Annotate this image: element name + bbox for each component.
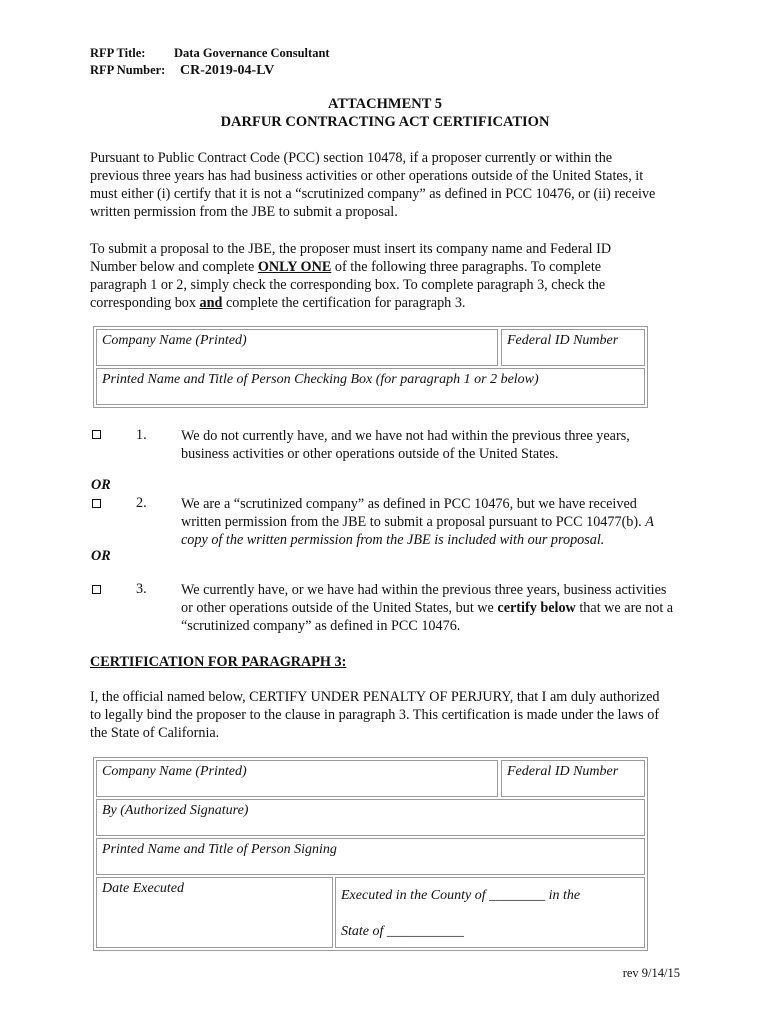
intro-p2-and: and	[199, 295, 223, 311]
option-1-checkbox[interactable]	[92, 430, 101, 439]
revision-label: rev 9/14/15	[622, 966, 680, 980]
option-2-text	[181, 495, 676, 549]
date-executed-label: Date Executed	[102, 881, 185, 896]
rfp-title-value: Data Governance Consultant	[174, 46, 330, 60]
rfp-number-label: RFP Number:	[90, 63, 166, 77]
rfp-number-value: CR-2019-04-LV	[180, 63, 275, 78]
rfp-title-line	[90, 46, 330, 61]
intro-p2-text-3: complete the certification for paragraph 3.	[222, 295, 466, 311]
or-label-1: OR	[91, 477, 111, 493]
federal-id-field[interactable]	[501, 329, 645, 366]
intro-p2-only-one: ONLY ONE	[257, 259, 332, 275]
date-executed-field[interactable]	[96, 877, 333, 948]
intro-paragraph-1: Pursuant to Public Contract Code (PCC) section 10478, if a proposer currently or within the previous three years has had business activities or other operations outside of the United States, it must either (i) certify that it is not a “scrutinized company” as defined in PCC 10476, or (ii) receive written permission from the JBE to submit a proposal.	[90, 150, 656, 220]
intro-p2-text-2: of the following three paragraphs. To complete paragraph 1 or 2, simply check the corresponding box. To complete paragraph 3, check the corresponding box	[90, 259, 606, 311]
federal-id-label: Federal ID Number	[507, 333, 619, 348]
rfp-title-label: RFP Title:	[90, 46, 146, 60]
or-label-2: OR	[91, 548, 111, 564]
cert-federal-id-field[interactable]	[501, 760, 645, 797]
cert-federal-id-label: Federal ID Number	[507, 764, 619, 779]
document-title: DARFUR CONTRACTING ACT CERTIFICATION	[220, 114, 550, 130]
cert-company-name-label: Company Name (Printed)	[102, 764, 247, 779]
option-2-number: 2.	[136, 495, 147, 511]
county-state-field[interactable]	[335, 877, 645, 948]
option-2-body: We are a “scrutinized company” as defined in PCC 10476, but we have received written permission from the JBE to submit a proposal pursuant to PCC 10477(b).	[181, 496, 642, 530]
intro-p2-text: To submit a proposal to the JBE, the proposer must insert its company name and Federal ID Number below and complete	[90, 241, 612, 275]
printed-name-checking-label: Printed Name and Title of Person Checking Box (for paragraph 1 or 2 below)	[102, 372, 539, 387]
printed-name-signing-label: Printed Name and Title of Person Signing	[102, 842, 337, 857]
option-1-text: We do not currently have, and we have not had within the previous three years, business activities or other operations outside of the United States.	[181, 428, 630, 462]
authorized-signature-label: By (Authorized Signature)	[102, 803, 249, 818]
printed-name-checking-field[interactable]	[96, 368, 645, 405]
option-1-number: 1.	[136, 427, 147, 443]
state-line: State of ___________	[341, 924, 464, 939]
rfp-number-line	[90, 63, 274, 79]
certification-heading-text: CERTIFICATION FOR PARAGRAPH 3:	[90, 654, 347, 670]
cert-company-name-field[interactable]	[96, 760, 498, 797]
company-name-label: Company Name (Printed)	[102, 333, 247, 348]
intro-paragraph-2	[90, 240, 660, 312]
option-3-body: We currently have, or we have had within the previous three years, business activities or other operations outside of the United States, but we	[181, 582, 667, 616]
attachment-title: ATTACHMENT 5	[328, 96, 442, 112]
option-3-checkbox[interactable]	[92, 585, 101, 594]
county-line: Executed in the County of ________ in the	[341, 888, 581, 903]
option-3-body-2: that we are not a “scrutinized company” as defined in PCC 10476.	[181, 600, 674, 634]
option-3-number: 3.	[136, 581, 147, 597]
option-2-note: A copy of the written permission from the JBE is included with our proposal.	[181, 514, 654, 548]
certification-heading	[90, 653, 660, 671]
option-3-certify-below: certify below	[497, 600, 576, 616]
authorized-signature-field[interactable]	[96, 799, 645, 836]
option-3-text	[181, 581, 676, 635]
option-2-checkbox[interactable]	[92, 499, 101, 508]
company-name-field[interactable]	[96, 329, 498, 366]
certification-text: I, the official named below, CERTIFY UNDER PENALTY OF PERJURY, that I am duly authorized to legally bind the proposer to the clause in paragraph 3. This certification is made under the laws of the State of California.	[90, 689, 660, 741]
printed-name-signing-field[interactable]	[96, 838, 645, 875]
